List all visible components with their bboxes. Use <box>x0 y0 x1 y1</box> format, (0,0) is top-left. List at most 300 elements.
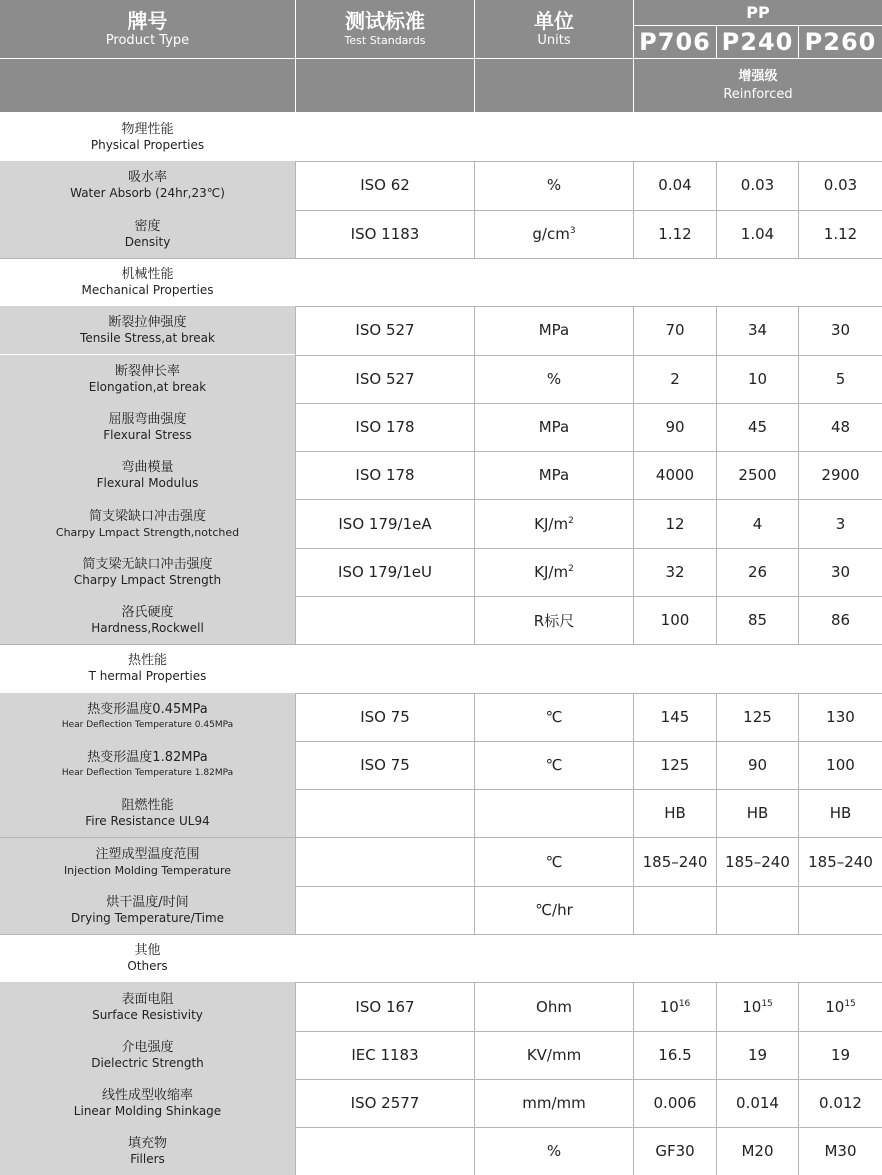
value-cell-p240 <box>717 1127 798 1175</box>
unit <box>539 466 570 484</box>
value-base: 4000 <box>655 466 695 485</box>
value-cell-p240 <box>717 451 798 499</box>
value <box>742 998 773 1016</box>
value <box>665 321 684 339</box>
unit-cell <box>475 982 633 1030</box>
value-cell-p240 <box>717 693 798 741</box>
value-base: 4 <box>752 514 763 533</box>
value <box>748 1046 767 1064</box>
value-base: M30 <box>824 1142 857 1161</box>
value-cell-p706 <box>634 403 716 451</box>
value <box>670 370 680 388</box>
header-model-2 <box>799 26 882 58</box>
unit <box>546 708 563 726</box>
value <box>826 708 855 726</box>
value-base: 2900 <box>821 466 860 485</box>
value-base: 0.014 <box>736 1094 779 1113</box>
model-label: P240 <box>721 28 794 56</box>
value-base: 48 <box>830 417 851 436</box>
property-name-zh: 烘干温度/时间 <box>106 894 189 910</box>
value <box>743 708 772 726</box>
value <box>825 998 856 1016</box>
property-label <box>0 403 295 451</box>
grid-line <box>716 693 717 934</box>
value-base: 0.03 <box>740 176 775 195</box>
section-title-zh: 其他 <box>134 943 161 959</box>
value <box>665 418 684 436</box>
property-label <box>0 499 295 547</box>
value <box>753 515 763 533</box>
value <box>748 756 767 774</box>
unit <box>534 563 574 581</box>
test-standard-cell <box>296 596 474 644</box>
value <box>824 176 857 194</box>
property-name-zh: 阻燃性能 <box>121 798 174 814</box>
property-name-zh: 介电强度 <box>121 1039 174 1055</box>
header-material-label: PP <box>746 3 770 22</box>
value-cell-p260 <box>799 210 882 258</box>
header-units <box>475 0 633 58</box>
value-cell-p706 <box>634 306 716 354</box>
value-base: 70 <box>665 321 685 340</box>
property-name-zh: 密度 <box>134 218 161 234</box>
property-label <box>0 355 295 403</box>
value <box>748 370 767 388</box>
unit-superscript: 2 <box>568 563 574 574</box>
unit-cell <box>475 548 633 596</box>
property-name-en: Water Absorb (24hr,23℃) <box>70 186 225 201</box>
unit-cell <box>475 789 633 837</box>
value-cell-p706 <box>634 886 716 934</box>
unit-cell <box>475 838 633 886</box>
test-standard: ISO 179/1eA <box>338 514 432 533</box>
value-base: 185–240 <box>808 852 873 871</box>
property-name-zh: 简支梁缺口冲击强度 <box>88 508 206 524</box>
value-cell-p240 <box>717 1031 798 1079</box>
property-label <box>0 1127 295 1175</box>
value-base: 185–240 <box>725 852 790 871</box>
subheader-blank-units <box>475 59 633 112</box>
header-test-standards <box>296 0 474 58</box>
property-label <box>0 306 295 354</box>
value-cell-p706 <box>634 741 716 789</box>
property-name-en: Drying Temperature/Time <box>70 910 225 925</box>
value-base: 100 <box>660 611 690 630</box>
unit-base: ℃ <box>545 756 563 775</box>
property-label <box>0 210 295 258</box>
test-standard-cell <box>296 1079 474 1127</box>
property-name-en: Hardness,Rockwell <box>91 621 204 636</box>
value-cell-p240 <box>717 982 798 1030</box>
unit <box>527 1046 581 1064</box>
model-label: P260 <box>804 28 877 56</box>
grid-line <box>474 306 475 644</box>
property-label <box>0 741 295 789</box>
grid-line <box>716 982 717 1175</box>
value-cell-p706 <box>634 548 716 596</box>
value <box>654 1094 697 1112</box>
value-base: 145 <box>660 707 690 726</box>
value-cell-p706 <box>634 161 716 209</box>
value <box>748 418 767 436</box>
value-base: 19 <box>830 1045 851 1064</box>
value-cell-p260 <box>799 451 882 499</box>
value-base: 19 <box>747 1045 768 1064</box>
value <box>824 1142 856 1160</box>
test-standard-cell <box>296 548 474 596</box>
value <box>658 176 691 194</box>
value-base: 30 <box>830 321 851 340</box>
property-label <box>0 982 295 1030</box>
grid-line <box>295 982 296 1175</box>
value <box>725 853 790 871</box>
property-name-en: Fire Resistance UL94 <box>85 814 210 829</box>
value-cell-p706 <box>634 355 716 403</box>
value-base: 0.04 <box>658 176 692 195</box>
value-base: 5 <box>835 369 846 388</box>
value-base: 130 <box>826 707 855 726</box>
property-name-en: Flexural Modulus <box>96 476 199 491</box>
grid-line <box>633 693 634 934</box>
value <box>664 804 686 822</box>
value-cell-p240 <box>717 886 798 934</box>
value-cell-p260 <box>799 306 882 354</box>
value-cell-p260 <box>799 596 882 644</box>
value <box>643 853 708 871</box>
value-cell-p260 <box>799 403 882 451</box>
property-label <box>0 886 295 934</box>
section-title-zh: 机械性能 <box>121 267 174 283</box>
grid-line <box>295 161 296 258</box>
unit-cell <box>475 596 633 644</box>
unit-base: ℃ <box>545 852 563 871</box>
value <box>741 1142 773 1160</box>
test-standard-cell <box>296 210 474 258</box>
value-base: 1.04 <box>740 224 775 243</box>
property-name-zh: 填充物 <box>127 1136 167 1152</box>
section-title <box>0 644 295 692</box>
section-title <box>0 934 295 982</box>
unit-cell <box>475 355 633 403</box>
unit <box>532 225 575 243</box>
value <box>821 466 859 484</box>
property-name-zh: 弯曲模量 <box>121 460 174 476</box>
value <box>831 563 850 581</box>
value-cell-p260 <box>799 693 882 741</box>
unit-base: mm/mm <box>522 1094 586 1113</box>
unit <box>546 853 563 871</box>
value-base: 1.12 <box>823 224 858 243</box>
value-superscript: 15 <box>761 998 773 1009</box>
value <box>826 756 855 774</box>
value-base: 86 <box>830 611 851 630</box>
unit-cell <box>475 403 633 451</box>
value-cell-p240 <box>717 596 798 644</box>
value-cell-p260 <box>799 161 882 209</box>
unit-base: % <box>546 176 562 195</box>
value-base: 10 <box>825 997 845 1016</box>
section-title-zh: 热性能 <box>127 653 167 669</box>
test-standard-cell <box>296 886 474 934</box>
value-cell-p260 <box>799 499 882 547</box>
test-standard-cell <box>296 499 474 547</box>
value <box>741 225 774 243</box>
test-standard: ISO 179/1eU <box>338 562 432 581</box>
value <box>661 756 690 774</box>
value-cell-p260 <box>799 548 882 596</box>
value <box>836 515 846 533</box>
test-standard: ISO 178 <box>355 466 415 485</box>
property-name-en: Density <box>124 234 171 249</box>
test-standard-cell <box>296 355 474 403</box>
test-standard-cell <box>296 741 474 789</box>
unit <box>547 176 561 194</box>
property-name-zh: 线性成型收缩率 <box>101 1088 193 1104</box>
unit-cell <box>475 210 633 258</box>
header-test-standards-en: Test Standards <box>344 34 426 47</box>
unit <box>547 370 561 388</box>
property-name-en: Charpy Lmpact Strength <box>73 572 222 587</box>
header-model-0 <box>634 26 716 58</box>
subheader-blank-product <box>0 59 295 112</box>
property-name-zh: 断裂拉伸强度 <box>108 315 187 331</box>
value-base: 10 <box>742 997 762 1016</box>
value-cell-p706 <box>634 789 716 837</box>
header-product-type <box>0 0 295 58</box>
property-label <box>0 596 295 644</box>
value-base: 26 <box>747 562 768 581</box>
value <box>660 998 691 1016</box>
property-label <box>0 838 295 886</box>
test-standard: ISO 167 <box>355 997 415 1016</box>
header-product-type-zh: 牌号 <box>127 9 168 33</box>
section-title-en: Others <box>127 959 168 974</box>
value-cell-p260 <box>799 886 882 934</box>
value-base: 12 <box>665 514 685 533</box>
section-title-en: Physical Properties <box>90 138 205 153</box>
value-base: 16.5 <box>658 1045 692 1064</box>
value-cell-p706 <box>634 596 716 644</box>
unit-cell <box>475 1031 633 1079</box>
property-name-zh: 热变形温度0.45MPa <box>87 701 208 717</box>
property-name-zh: 断裂伸长率 <box>114 363 180 379</box>
property-name-en: Surface Resistivity <box>92 1007 203 1022</box>
test-standard-cell <box>296 838 474 886</box>
value <box>748 611 767 629</box>
grade-en: Reinforced <box>723 87 793 102</box>
value <box>748 563 767 581</box>
property-label <box>0 548 295 596</box>
property-name-en: Linear Molding Shinkage <box>73 1104 222 1119</box>
value <box>831 321 850 339</box>
unit-cell <box>475 161 633 209</box>
value-cell-p706 <box>634 1079 716 1127</box>
value-base: 10 <box>659 997 679 1016</box>
value <box>824 225 857 243</box>
value-cell-p240 <box>717 548 798 596</box>
grid-line <box>633 161 634 258</box>
property-name-en: Hear Deflection Temperature 0.45MPa <box>61 719 234 730</box>
test-standard-cell <box>296 1127 474 1175</box>
header-units-en: Units <box>537 33 571 48</box>
value <box>836 370 846 388</box>
unit <box>539 418 570 436</box>
value <box>741 176 774 194</box>
header-material <box>634 0 882 25</box>
value-base: 1.12 <box>658 224 692 243</box>
grid-line <box>474 982 475 1175</box>
property-label <box>0 693 295 741</box>
property-name-zh: 表面电阻 <box>121 991 174 1007</box>
unit-base: MPa <box>538 417 570 436</box>
unit-base: KJ/m <box>534 514 569 533</box>
property-name-en: Tensile Stress,at break <box>80 331 215 346</box>
value-base: HB <box>829 804 852 823</box>
value <box>747 804 769 822</box>
value-base: 45 <box>747 417 768 436</box>
grid-line <box>798 982 799 1175</box>
property-label <box>0 1031 295 1079</box>
value-base: 90 <box>665 417 685 436</box>
test-standard-cell <box>296 403 474 451</box>
value-cell-p240 <box>717 838 798 886</box>
property-name-en: Dielectric Strength <box>91 1055 204 1070</box>
test-standard: ISO 62 <box>360 176 410 195</box>
section-title-en: T hermal Properties <box>88 669 207 684</box>
value-cell-p260 <box>799 741 882 789</box>
grid-line <box>474 161 475 258</box>
header-model-1 <box>717 26 798 58</box>
property-label <box>0 161 295 209</box>
value-cell-p706 <box>634 1127 716 1175</box>
property-name-en: Elongation,at break <box>88 379 207 394</box>
value-base: GF30 <box>655 1142 695 1161</box>
unit <box>547 1142 561 1160</box>
subheader-grade <box>634 59 882 112</box>
property-name-zh: 热变形温度1.82MPa <box>87 750 208 766</box>
section-title-zh: 物理性能 <box>121 122 174 138</box>
unit-base: Ohm <box>536 997 572 1016</box>
value-base: 2 <box>670 369 680 388</box>
test-standard-cell <box>296 789 474 837</box>
value-base: 10 <box>747 369 768 388</box>
unit <box>535 901 573 919</box>
test-standard: ISO 527 <box>355 321 415 340</box>
value <box>736 1094 779 1112</box>
value-base: 100 <box>826 756 855 775</box>
test-standard: IEC 1183 <box>351 1045 419 1064</box>
test-standard-cell <box>296 693 474 741</box>
property-label <box>0 789 295 837</box>
value-cell-p260 <box>799 789 882 837</box>
property-label <box>0 451 295 499</box>
unit-base: ℃ <box>545 707 563 726</box>
unit <box>536 998 572 1016</box>
value <box>831 418 850 436</box>
value-cell-p240 <box>717 499 798 547</box>
grid-line <box>633 306 634 644</box>
unit-cell <box>475 693 633 741</box>
grid-line <box>798 306 799 644</box>
value-cell-p240 <box>717 306 798 354</box>
unit-base: KV/mm <box>526 1045 582 1064</box>
value-base: 0.012 <box>819 1094 862 1113</box>
unit-superscript: 2 <box>568 515 574 526</box>
unit-cell <box>475 1127 633 1175</box>
value-base: 30 <box>830 562 851 581</box>
unit-superscript: 3 <box>569 225 576 236</box>
value-cell-p260 <box>799 1079 882 1127</box>
value-base: HB <box>664 804 686 823</box>
test-standard: ISO 2577 <box>350 1094 420 1113</box>
value-superscript: 15 <box>844 998 856 1009</box>
value <box>661 611 690 629</box>
value-cell-p240 <box>717 741 798 789</box>
property-name-en: Injection Molding Temperature <box>63 863 232 877</box>
value-base: 34 <box>747 321 768 340</box>
test-standard: ISO 75 <box>360 756 410 775</box>
header-units-zh: 单位 <box>534 9 574 33</box>
value-base: 3 <box>835 514 846 533</box>
value <box>665 515 684 533</box>
property-name-en: Fillers <box>130 1152 165 1167</box>
unit-cell <box>475 741 633 789</box>
unit-base: MPa <box>538 321 570 340</box>
value-cell-p260 <box>799 1127 882 1175</box>
value-cell-p706 <box>634 451 716 499</box>
property-label <box>0 1079 295 1127</box>
unit <box>546 756 563 774</box>
unit-base: KJ/m <box>534 562 569 581</box>
test-standard-cell <box>296 306 474 354</box>
value <box>661 708 690 726</box>
value-base: 32 <box>665 562 685 581</box>
subheader-blank-standards <box>296 59 474 112</box>
value <box>748 321 767 339</box>
value-cell-p706 <box>634 982 716 1030</box>
value-cell-p706 <box>634 210 716 258</box>
unit <box>534 515 574 533</box>
value-base: 125 <box>743 707 772 726</box>
model-label: P706 <box>639 28 711 56</box>
unit-base: % <box>546 1142 562 1161</box>
value-base: 0.03 <box>823 176 858 195</box>
unit-base: % <box>546 369 562 388</box>
value-superscript: 16 <box>678 998 691 1009</box>
value <box>658 1046 691 1064</box>
value-cell-p260 <box>799 838 882 886</box>
value-cell-p240 <box>717 403 798 451</box>
value-cell-p706 <box>634 499 716 547</box>
value-base: 90 <box>747 756 768 775</box>
test-standard-cell <box>296 1031 474 1079</box>
header-product-type-en: Product Type <box>105 33 190 48</box>
unit-cell <box>475 499 633 547</box>
value <box>808 853 873 871</box>
value <box>658 225 691 243</box>
value-cell-p240 <box>717 210 798 258</box>
value <box>819 1094 862 1112</box>
property-name-zh: 吸水率 <box>127 170 167 186</box>
test-standard-cell <box>296 161 474 209</box>
value-base: 185–240 <box>642 852 708 871</box>
value-base: M20 <box>741 1142 774 1161</box>
unit <box>534 610 574 631</box>
value-cell-p706 <box>634 693 716 741</box>
unit <box>522 1094 586 1112</box>
grade-zh: 增强级 <box>738 69 778 84</box>
unit-base: ℃/hr <box>535 900 573 919</box>
